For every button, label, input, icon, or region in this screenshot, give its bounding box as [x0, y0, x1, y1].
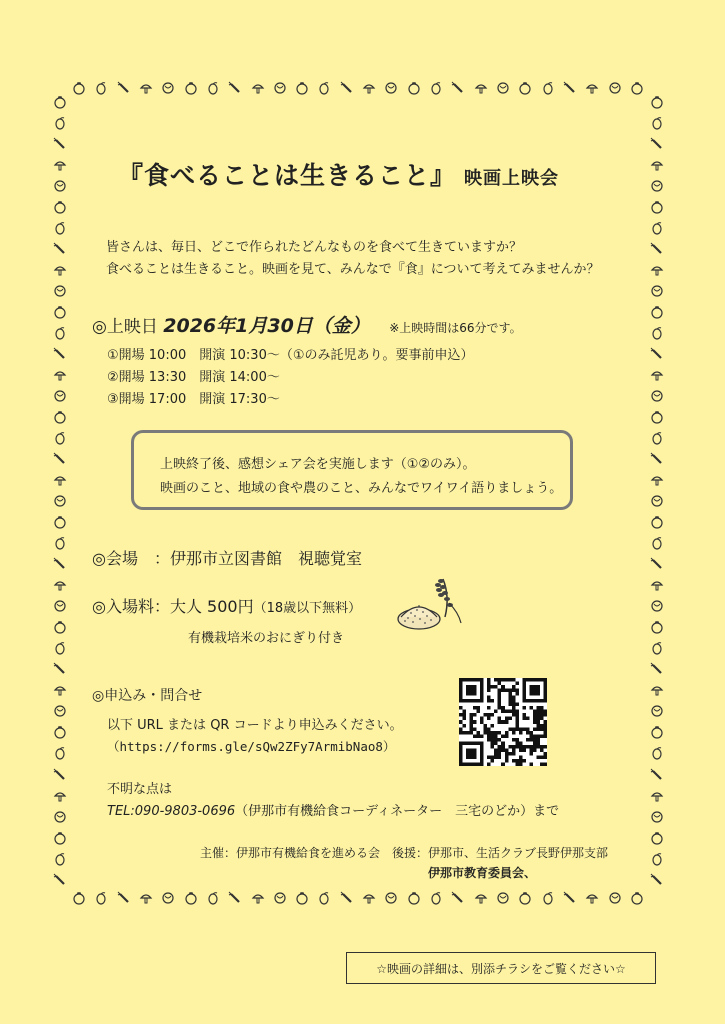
vegetable-icon — [53, 116, 67, 133]
vegetable-icon — [585, 891, 599, 908]
fee-main: ◎入場料：大人 500円 — [92, 597, 254, 616]
vegetable-icon — [53, 200, 67, 217]
runtime-note: ※上映時間は66分です。 — [389, 321, 522, 335]
vegetable-icon — [53, 347, 67, 364]
vegetable-icon — [53, 620, 67, 637]
vegetable-icon — [650, 116, 664, 133]
vegetable-icon — [53, 263, 67, 280]
vegetable-icon — [650, 641, 664, 658]
vegetable-icon — [94, 891, 108, 908]
vegetable-icon — [139, 891, 153, 908]
vegetable-icon — [251, 891, 265, 908]
vegetable-icon — [53, 179, 67, 196]
vegetable-border-left — [50, 95, 70, 890]
vegetable-icon — [650, 704, 664, 721]
vegetable-icon — [53, 873, 67, 890]
vegetable-icon — [650, 305, 664, 322]
vegetable-icon — [53, 494, 67, 511]
vegetable-icon — [206, 891, 220, 908]
session-3: ③開場 17:00 開演 17:30～ — [107, 392, 280, 407]
question-heading: 不明な点は — [107, 782, 173, 797]
contact-person: （伊那市有機給食コーディネーター 三宅のどか）まで — [235, 804, 560, 819]
vegetable-icon — [53, 599, 67, 616]
vegetable-icon — [53, 578, 67, 595]
vegetable-icon — [650, 242, 664, 259]
vegetable-icon — [139, 81, 153, 98]
intro-line-2: 食べることは生きること。映画を見て、みんなで『食』について考えてみませんか？ — [106, 262, 600, 277]
vegetable-icon — [53, 452, 67, 469]
vegetable-icon — [650, 137, 664, 154]
support-credits: 伊那市教育委員会、 — [428, 866, 537, 880]
vegetable-icon — [650, 452, 664, 469]
vegetable-icon — [429, 891, 443, 908]
vegetable-icon — [650, 347, 664, 364]
vegetable-icon — [650, 368, 664, 385]
vegetable-icon — [585, 81, 599, 98]
vegetable-icon — [650, 789, 664, 806]
vegetable-icon — [650, 852, 664, 869]
vegetable-border-right — [647, 95, 667, 890]
vegetable-icon — [650, 284, 664, 301]
vegetable-icon — [650, 515, 664, 532]
vegetable-icon — [72, 81, 86, 98]
vegetable-icon — [53, 704, 67, 721]
vegetable-icon — [384, 891, 398, 908]
vegetable-icon — [53, 410, 67, 427]
vegetable-icon — [53, 431, 67, 448]
vegetable-icon — [650, 831, 664, 848]
vegetable-icon — [384, 81, 398, 98]
film-detail-note: ☆映画の詳細は、別添チラシをご覧ください☆ — [346, 952, 656, 984]
vegetable-icon — [94, 81, 108, 98]
vegetable-icon — [650, 494, 664, 511]
vegetable-icon — [53, 810, 67, 827]
vegetable-icon — [630, 81, 644, 98]
session-1: ①開場 10:00 開演 10:30～（①のみ託児あり。要事前申込） — [107, 348, 474, 363]
vegetable-icon — [53, 683, 67, 700]
vegetable-icon — [407, 81, 421, 98]
vegetable-icon — [228, 81, 242, 98]
vegetable-icon — [650, 179, 664, 196]
fee-free-note: （18歳以下無料） — [253, 601, 362, 616]
vegetable-icon — [53, 515, 67, 532]
vegetable-icon — [340, 891, 354, 908]
vegetable-icon — [650, 221, 664, 238]
vegetable-icon — [317, 81, 331, 98]
vegetable-icon — [53, 368, 67, 385]
vegetable-icon — [650, 662, 664, 679]
contact-phone — [107, 800, 559, 819]
vegetable-icon — [650, 746, 664, 763]
vegetable-icon — [451, 891, 465, 908]
vegetable-icon — [117, 891, 131, 908]
vegetable-icon — [53, 557, 67, 574]
vegetable-icon — [650, 873, 664, 890]
vegetable-icon — [295, 891, 309, 908]
vegetable-icon — [429, 81, 443, 98]
vegetable-icon — [474, 891, 488, 908]
vegetable-icon — [362, 81, 376, 98]
vegetable-icon — [53, 221, 67, 238]
vegetable-icon — [53, 389, 67, 406]
title-main: 『食べることは生きること』 — [118, 161, 457, 190]
venue: ◎会場 ：伊那市立図書館 視聴覚室 — [92, 549, 362, 568]
phone-number: TEL:090-9803-0696 — [107, 804, 236, 819]
vegetable-icon — [251, 81, 265, 98]
vegetable-icon — [184, 891, 198, 908]
vegetable-icon — [650, 536, 664, 553]
vegetable-icon — [53, 662, 67, 679]
vegetable-icon — [362, 891, 376, 908]
vegetable-icon — [317, 891, 331, 908]
vegetable-icon — [53, 242, 67, 259]
vegetable-icon — [650, 768, 664, 785]
screening-date — [92, 311, 522, 338]
vegetable-icon — [630, 891, 644, 908]
vegetable-icon — [117, 81, 131, 98]
sponsor-credits: 主催：伊那市有機給食を進める会 後援：伊那市、生活クラブ長野伊那支部 — [200, 846, 609, 860]
share-line-1: 上映終了後、感想シェア会を実施します（①②のみ）。 — [160, 457, 476, 472]
vegetable-icon — [53, 158, 67, 175]
vegetable-icon — [206, 81, 220, 98]
vegetable-icon — [72, 891, 86, 908]
vegetable-icon — [53, 536, 67, 553]
share-line-2: 映画のこと、地域の食や農のこと、みんなでワイワイ語りましょう。 — [160, 481, 563, 496]
date-label: ◎上映日 — [92, 317, 158, 337]
vegetable-icon — [650, 95, 664, 112]
vegetable-icon — [161, 891, 175, 908]
page-title — [118, 156, 618, 192]
rice-bowl-illustration — [395, 575, 463, 637]
vegetable-icon — [650, 326, 664, 343]
vegetable-icon — [53, 326, 67, 343]
vegetable-icon — [53, 95, 67, 112]
admission-fee — [92, 594, 361, 617]
vegetable-icon — [53, 305, 67, 322]
vegetable-icon — [496, 891, 510, 908]
qr-code[interactable] — [459, 678, 547, 766]
vegetable-icon — [53, 852, 67, 869]
vegetable-icon — [496, 81, 510, 98]
vegetable-icon — [650, 725, 664, 742]
vegetable-icon — [650, 810, 664, 827]
vegetable-icon — [650, 389, 664, 406]
apply-heading: ◎申込み・問合せ — [92, 688, 203, 704]
vegetable-icon — [53, 137, 67, 154]
rice-ball-note: 有機栽培米のおにぎり付き — [188, 631, 345, 646]
vegetable-icon — [650, 620, 664, 637]
vegetable-icon — [650, 578, 664, 595]
vegetable-icon — [518, 891, 532, 908]
vegetable-icon — [451, 81, 465, 98]
apply-instruction: 以下 URL または QR コードより申込みください。 — [107, 718, 403, 733]
vegetable-icon — [53, 725, 67, 742]
session-2: ②開場 13:30 開演 14:00～ — [107, 370, 280, 385]
vegetable-icon — [650, 557, 664, 574]
vegetable-icon — [563, 81, 577, 98]
vegetable-border-bottom — [72, 888, 644, 910]
vegetable-icon — [541, 891, 555, 908]
vegetable-icon — [273, 891, 287, 908]
vegetable-icon — [184, 81, 198, 98]
vegetable-icon — [295, 81, 309, 98]
vegetable-icon — [273, 81, 287, 98]
vegetable-icon — [53, 284, 67, 301]
vegetable-icon — [53, 831, 67, 848]
vegetable-icon — [608, 81, 622, 98]
vegetable-icon — [228, 891, 242, 908]
vegetable-icon — [53, 473, 67, 490]
vegetable-icon — [407, 891, 421, 908]
vegetable-border-top — [72, 78, 644, 100]
vegetable-icon — [340, 81, 354, 98]
vegetable-icon — [650, 158, 664, 175]
apply-url-link[interactable]: （https://forms.gle/sQw2ZFy7ArmibNao8） — [107, 739, 396, 754]
vegetable-icon — [53, 641, 67, 658]
date-value: 2026年1月30日（金） — [163, 315, 370, 337]
vegetable-icon — [474, 81, 488, 98]
vegetable-icon — [161, 81, 175, 98]
vegetable-icon — [53, 768, 67, 785]
vegetable-icon — [518, 81, 532, 98]
vegetable-icon — [541, 81, 555, 98]
vegetable-icon — [608, 891, 622, 908]
vegetable-icon — [650, 599, 664, 616]
vegetable-icon — [650, 431, 664, 448]
vegetable-icon — [650, 473, 664, 490]
vegetable-icon — [53, 746, 67, 763]
vegetable-icon — [650, 200, 664, 217]
share-session-box — [131, 430, 573, 510]
vegetable-icon — [650, 410, 664, 427]
intro-line-1: 皆さんは、毎日、どこで作られたどんなものを食べて生きていますか？ — [106, 240, 523, 255]
vegetable-icon — [650, 683, 664, 700]
vegetable-icon — [53, 789, 67, 806]
title-suffix: 映画上映会 — [464, 168, 560, 189]
vegetable-icon — [650, 263, 664, 280]
vegetable-icon — [563, 891, 577, 908]
